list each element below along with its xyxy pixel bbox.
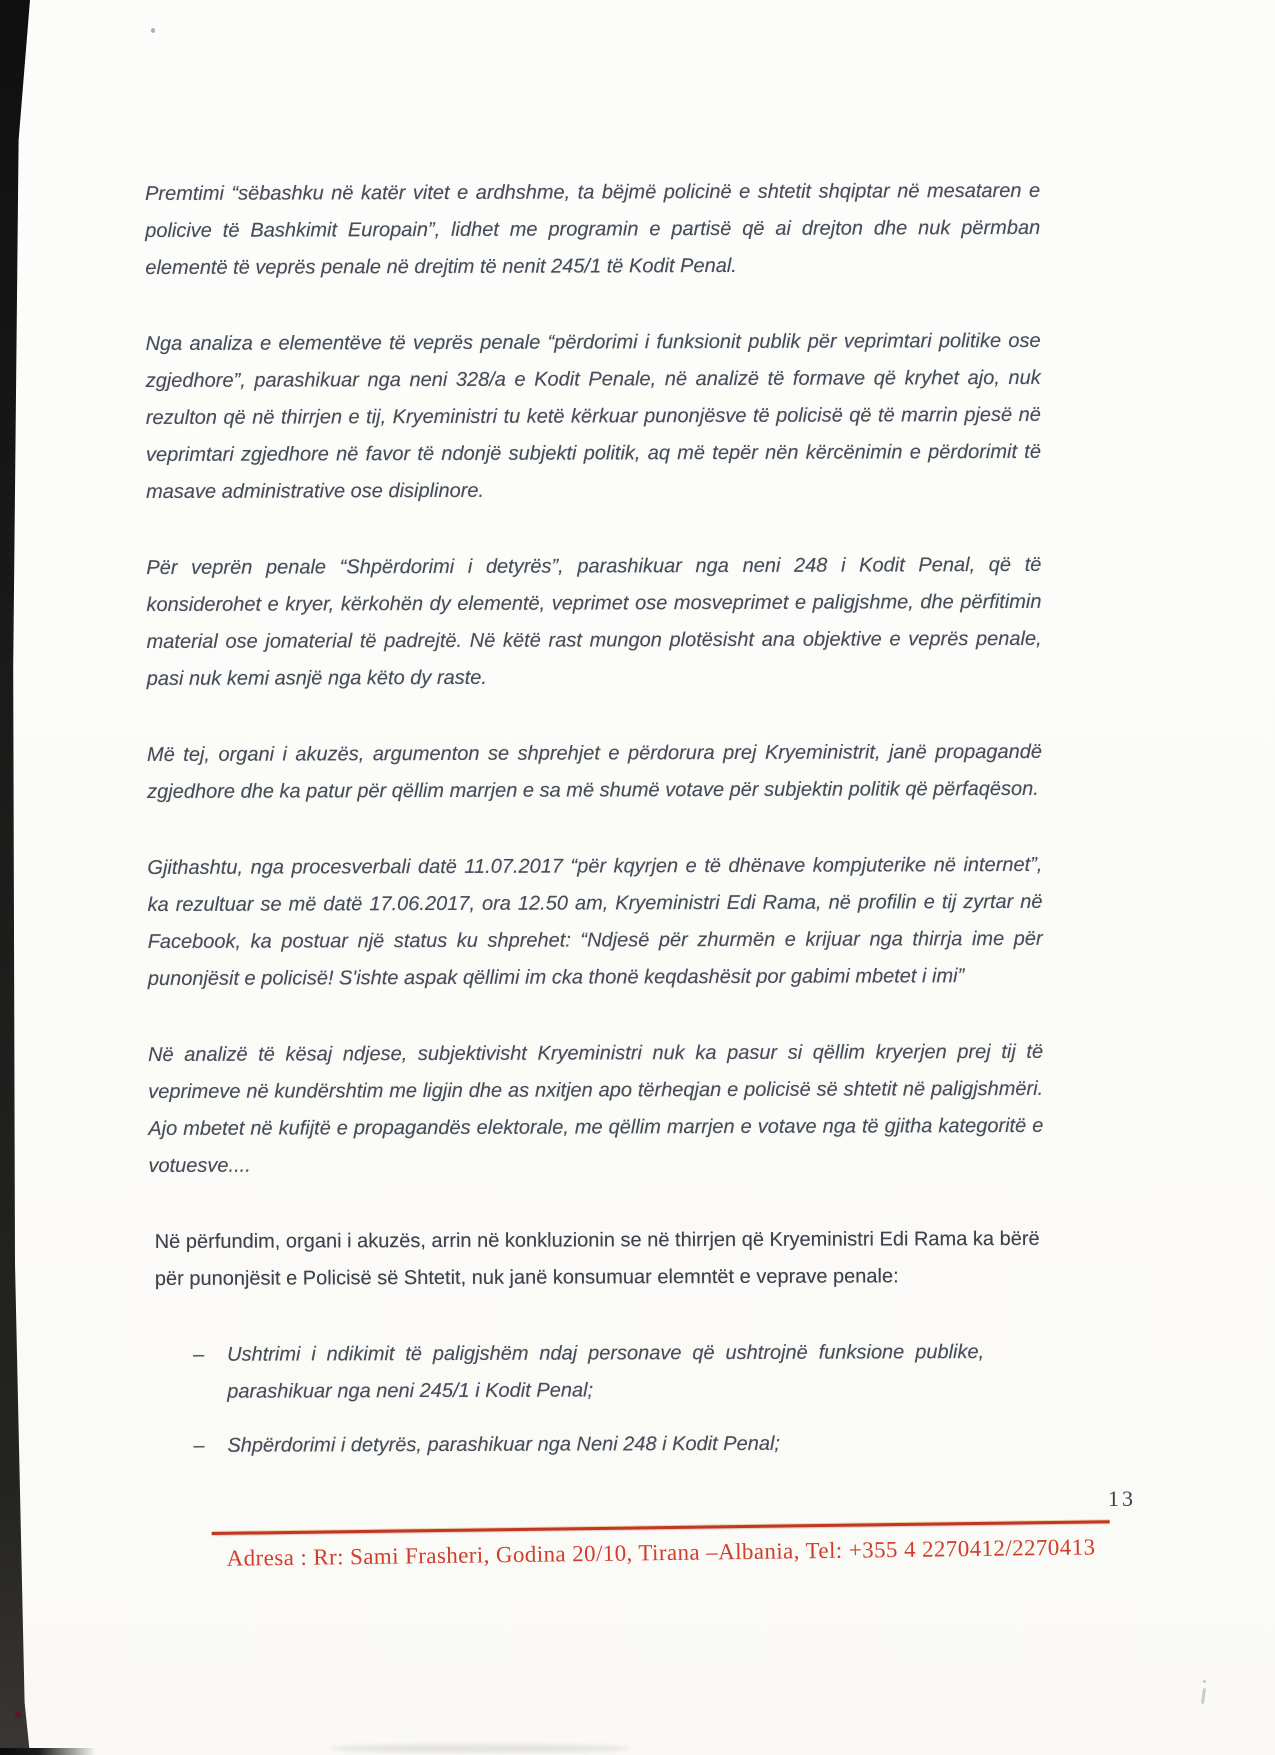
scan-mark: [1203, 1680, 1206, 1683]
list-item-text: Shpërdorimi i detyrës, parashikuar nga Neni 248 i Kodit Penal;: [227, 1432, 780, 1457]
scan-border-bottom: [0, 1748, 96, 1755]
list-item: [149, 1334, 1044, 1411]
footer-address: Adresa : Rr: Sami Frasheri, Godina 20/10, Tirana –Albania, Tel: +355 4 2270412/2270413: [226, 1534, 1096, 1571]
dash-marker: –: [193, 1343, 205, 1366]
conclusion-paragraph: Në përfundim, organi i akuzës, arrin në konkluzionin se në thirrjen që Kryeministri Edi Rama ka bërë për punonjësit e Policisë së Shtetit, nuk janë konsumuar elemntët e veprave penale:: [154, 1227, 1040, 1290]
list-item: [149, 1425, 1044, 1465]
dash-marker: –: [193, 1434, 205, 1457]
offenses-list: [149, 1334, 1044, 1465]
scan-smudge: [330, 1744, 630, 1753]
scan-speck: [151, 28, 155, 33]
paragraph: Premtimi “sëbashku në katër vitet e ardhshme, ta bëjmë policinë e shtetit shqiptar në mesataren e policive të Bashkimit Europain”, lidhet me programin e partisë që ai drejton dhe nuk përmban elementë të veprës penale në drejtim të nenit 245/1 të Kodit Penal.: [145, 179, 1041, 279]
page-number: 13: [1108, 1486, 1136, 1511]
page-footer: [212, 1520, 1110, 1572]
paragraph: Për veprën penale “Shpërdorimi i detyrës”, parashikuar nga neni 248 i Kodit Penal, që të konsiderohet e kryer, kërkohën dy elementë, veprimet ose mosveprimet e paligjshme, dhe përfitimin material ose jomaterial të padrejtë. Në këtë rast mungon plotësisht ana objektive e veprës penale, pasi nuk kemi asnjë nga këto dy raste.: [146, 553, 1042, 690]
paragraph: Gjithashtu, nga procesverbali datë 11.07.2017 “për kqyrjen e të dhënave kompjuterike në internet”, ka rezultuar se më datë 17.06.2017, ora 12.50 am, Kryeministri Edi Rama, në profilin e tij zyrtar në Facebook, ka postuar një status ku shprehet: “Ndjesë për zhurmën e krijuar nga thirrja ime për punonjësit e policisë! S'ishte aspak qëllimi im cka thonë keqdashësit por gabimi mbetet i imi”: [147, 853, 1043, 990]
document-body: [145, 173, 1045, 1482]
footer-rule: [212, 1520, 1110, 1535]
scan-speck: [15, 1711, 21, 1718]
list-item-text: Ushtrimi i ndikimit të paligjshëm ndaj personave që ushtrojnë funksione publike, parashikuar nga neni 245/1 i Kodit Penal;: [227, 1341, 985, 1403]
paragraph: Në analizë të kësaj ndjese, subjektivisht Kryeministri nuk ka pasur si qëllim kryerjen prej tij të veprimeve në kundërshtim me ligjin dhe as nxitjen apo tërheqjan e policisë së shtetit në paligjshmëri. Ajo mbetet në kufijtë e propagandës elektorale, me qëllim marrjen e votave nga të gjitha kategoritë e votuesve....: [148, 1040, 1044, 1177]
scan-border-left: [0, 0, 30, 1755]
scan-mark: [1201, 1688, 1206, 1704]
paragraph: Nga analiza e elementëve të veprës penale “përdorimi i funksionit publik për veprimtari politike ose zgjedhore”, parashikuar nga neni 328/a e Kodit Penale, në analizë të formave që kryhet ajo, nuk rezulton që në thirrjen e tij, Kryeministri tu ketë kërkuar punonjësve të policisë që të marrin pjesë në veprimtari zgjedhore në favor të ndonjë subjekti politik, aq më tepër nën kërcënimin e përdorimit të masave administrative ose disiplinore.: [145, 329, 1042, 503]
paragraph: Më tej, organi i akuzës, argumenton se shprehjet e përdorura prej Kryeministrit, janë propagandë zgjedhore dhe ka patur për qëllim marrjen e sa më shumë votave për subjektin politik që përfaqëson.: [146, 740, 1043, 803]
